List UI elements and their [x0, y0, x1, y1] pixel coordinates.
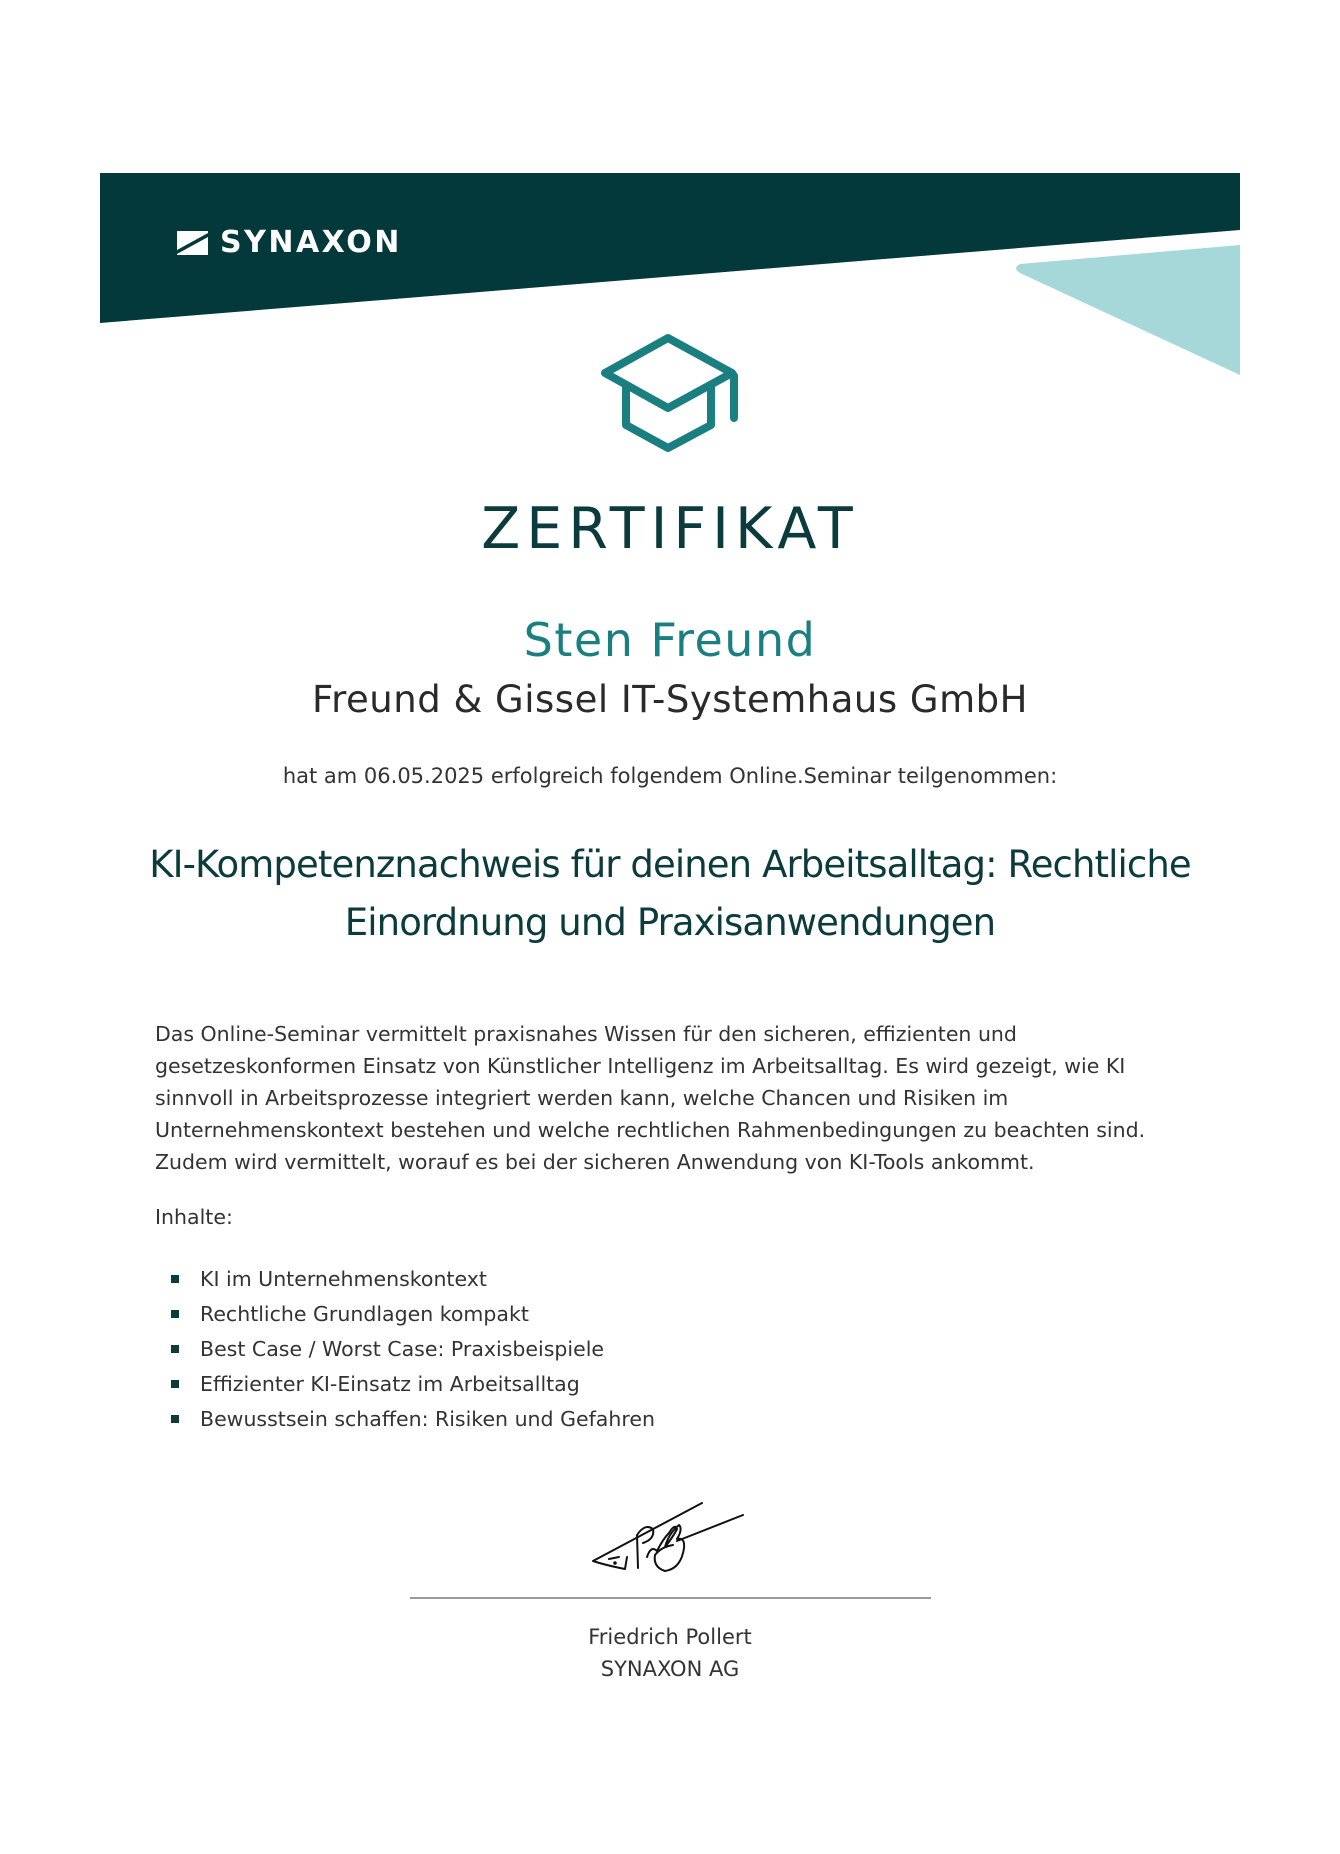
list-item — [170, 1331, 655, 1366]
seminar-title — [0, 836, 1340, 952]
seminar-title-line-1: KI-Kompetenznachweis für deinen Arbeitsalltag: Rechtliche — [149, 843, 1191, 886]
description-line: Unternehmenskontext bestehen und welche rechtlichen Rahmenbedingungen zu beachten sind. — [155, 1118, 1146, 1142]
recipient-company: Freund & Gissel IT-Systemhaus GmbH — [312, 678, 1028, 721]
list-item — [170, 1261, 655, 1296]
square-bullet-icon — [171, 1310, 179, 1318]
graduation-cap-icon — [598, 330, 742, 455]
brand-name: SYNAXON — [220, 225, 402, 260]
contents-list — [170, 1261, 655, 1436]
list-item-label: Bewusstsein schaffen: Risiken und Gefahren — [200, 1406, 655, 1431]
description-line: Zudem wird vermittelt, worauf es bei der sicheren Anwendung von KI-Tools ankommt. — [155, 1150, 1035, 1174]
square-bullet-icon — [171, 1275, 179, 1283]
accent-triangle — [1016, 245, 1240, 375]
contents-label: Inhalte: — [155, 1205, 233, 1229]
description-line: gesetzeskonformen Einsatz von Künstlicher Intelligenz im Arbeitsalltag. Es wird gezeigt, wie KI — [155, 1054, 1126, 1078]
synaxon-logo — [177, 225, 402, 260]
list-item-label: Best Case / Worst Case: Praxisbeispiele — [200, 1336, 605, 1361]
list-item-label: Rechtliche Grundlagen kompakt — [200, 1301, 529, 1326]
square-bullet-icon — [171, 1380, 179, 1388]
seminar-description — [155, 1018, 1185, 1178]
list-item — [170, 1296, 655, 1331]
signer-company: SYNAXON AG — [600, 1657, 740, 1681]
signature-line — [410, 1597, 931, 1599]
synaxon-logo-mark-icon — [177, 231, 208, 255]
participation-statement: hat am 06.05.2025 erfolgreich folgendem Online.Seminar teilgenommen: — [282, 764, 1058, 788]
list-item — [170, 1401, 655, 1436]
list-item — [170, 1366, 655, 1401]
certificate-title: ZERTIFIKAT — [481, 496, 859, 562]
list-item-label: Effizienter KI-Einsatz im Arbeitsalltag — [200, 1371, 580, 1396]
square-bullet-icon — [171, 1345, 179, 1353]
seminar-title-line-2: Einordnung und Praxisanwendungen — [344, 901, 996, 944]
description-line: sinnvoll in Arbeitsprozesse integriert werden kann, welche Chancen und Risiken im — [155, 1086, 1009, 1110]
signer-name: Friedrich Pollert — [588, 1625, 752, 1649]
list-item-label: KI im Unternehmenskontext — [200, 1266, 487, 1291]
recipient-name: Sten Freund — [523, 613, 817, 667]
handwritten-signature — [585, 1495, 760, 1585]
description-line: Das Online-Seminar vermittelt praxisnahes Wissen für den sicheren, effizienten und — [155, 1022, 1017, 1046]
square-bullet-icon — [171, 1415, 179, 1423]
